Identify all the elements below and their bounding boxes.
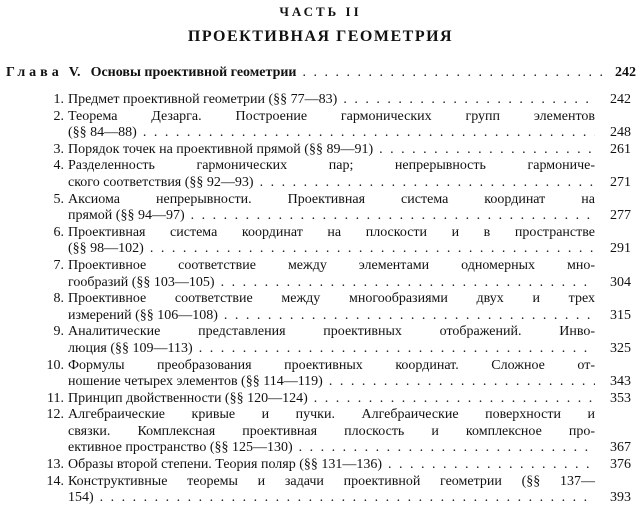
dot-leader [379, 142, 595, 159]
entry-title-last-line [68, 490, 595, 507]
entry-title-line: Проективное соответствие между элементами одномерных мно- [68, 257, 595, 273]
part-title: ПРОЕКТИВНАЯ ГЕОМЕТРИЯ [187, 28, 454, 45]
entry-number: 14. [46, 473, 64, 489]
entry-title-last-line [68, 391, 595, 408]
entry-title-last-line [68, 125, 595, 142]
entry-title-text: 154) [68, 490, 94, 506]
entry-title-text: Принцип двойственности (§§ 120—124) [68, 390, 308, 406]
entry-title-text: Порядок точек на проективной прямой (§§ 89—91) [68, 141, 374, 157]
entry-title-last-line [68, 92, 595, 109]
entry-page-number: 325 [610, 340, 631, 356]
entry-title-last-line [68, 374, 595, 391]
entry-number: 10. [46, 357, 64, 373]
toc-entry [0, 291, 641, 324]
entry-title-line: Проективная система координат на плоскости и в пространстве [68, 224, 595, 240]
entry-title-text: (§§ 98—102) [68, 241, 144, 257]
chapter-heading [6, 64, 636, 82]
entry-page-number: 353 [610, 390, 631, 406]
entry-title-line: Формулы преобразования проективных координат. Сложное от- [68, 357, 595, 373]
toc-entry [0, 192, 641, 225]
entry-title-line: связки. Комплексная проективная плоскость и комплексное про- [68, 423, 595, 439]
dot-leader [150, 241, 595, 258]
entry-title-text: прямой (§§ 94—97) [68, 208, 185, 224]
dot-leader [100, 490, 595, 507]
part-label: ЧАСТЬ II [279, 4, 362, 19]
entry-title-last-line [68, 341, 595, 358]
entry-number: 8. [53, 291, 64, 307]
entry-title-last-line [68, 308, 595, 325]
dot-leader [343, 92, 595, 109]
toc-entries [0, 92, 641, 507]
entry-title-last-line [68, 275, 595, 292]
entry-number: 1. [53, 92, 64, 107]
dot-leader [314, 391, 595, 408]
dot-leader [224, 308, 595, 325]
dot-leader [143, 125, 595, 142]
entry-page-number: 393 [610, 490, 631, 506]
chapter-page: 242 [615, 65, 636, 80]
toc-entry [0, 109, 641, 142]
entry-page-number: 367 [610, 440, 631, 456]
toc-entry [0, 391, 641, 408]
entry-title-text: ношение четырех элементов (§§ 114—119) [68, 374, 323, 390]
entry-title-last-line [68, 175, 595, 192]
entry-title-text: (§§ 84—88) [68, 125, 137, 141]
entry-title-last-line [68, 241, 595, 258]
toc-entry [0, 225, 641, 258]
toc-entry [0, 92, 641, 109]
dot-leader [302, 64, 607, 82]
dot-leader [299, 440, 595, 457]
entry-number: 9. [53, 324, 64, 340]
dot-leader [329, 374, 595, 391]
entry-number: 4. [53, 158, 64, 174]
dot-leader [388, 457, 595, 474]
toc-entry [0, 407, 641, 457]
entry-title-text: гообразий (§§ 103—105) [68, 274, 215, 290]
entry-title-text: измерений (§§ 106—108) [68, 307, 218, 323]
entry-title-last-line [68, 457, 595, 474]
entry-title-text: люция (§§ 109—113) [68, 340, 193, 356]
entry-page-number: 271 [610, 174, 631, 190]
dot-leader [221, 275, 595, 292]
entry-number: 3. [53, 141, 64, 157]
entry-number: 7. [53, 257, 64, 273]
entry-title-line: Проективное соответствие между многообразиями двух и трех [68, 291, 595, 307]
entry-title-line: Конструктивные теоремы и задачи проективной геометрии (§§ 137— [68, 473, 595, 489]
chapter-number: V. [68, 65, 81, 80]
toc-entry [0, 474, 641, 507]
toc-entry [0, 258, 641, 291]
entry-number: 6. [53, 224, 64, 240]
entry-page-number: 304 [610, 274, 631, 290]
dot-leader [260, 175, 595, 192]
entry-page-number: 261 [610, 141, 631, 157]
entry-number: 5. [53, 191, 64, 207]
chapter-title: Основы проективной геометрии [90, 65, 297, 80]
entry-page-number: 248 [610, 125, 631, 141]
entry-title-last-line [68, 208, 595, 225]
entry-title-line: Аналитические представления проективных отображений. Инво- [68, 324, 595, 340]
dot-leader [191, 208, 595, 225]
entry-title-text: Образы второй степени. Теория поляр (§§ 131—136) [68, 457, 383, 473]
entry-title-text: Предмет проективной геометрии (§§ 77—83) [68, 92, 338, 107]
entry-title-text: ского соответствия (§§ 92—93) [68, 174, 254, 190]
entry-page-number: 277 [610, 208, 631, 224]
entry-title-text: ективное пространство (§§ 125—130) [68, 440, 293, 456]
dot-leader [199, 341, 595, 358]
entry-number: 12. [46, 407, 64, 423]
entry-page-number: 291 [610, 241, 631, 257]
entry-title-line: Теорема Дезарга. Построение гармонических групп элементов [68, 108, 595, 124]
entry-title-line: Алгебраические кривые и пучки. Алгебраические поверхности и [68, 407, 595, 423]
toc-entry [0, 142, 641, 159]
entry-page-number: 315 [610, 307, 631, 323]
entry-number: 2. [53, 108, 64, 124]
entry-number: 13. [46, 457, 64, 473]
toc-entry [0, 457, 641, 474]
toc-entry [0, 158, 641, 191]
entry-title-line: Разделенность гармонических пар; непрерывность гармониче- [68, 158, 595, 174]
entry-page-number: 242 [610, 92, 631, 107]
entry-title-line: Аксиома непрерывности. Проективная система координат на [68, 191, 595, 207]
chapter-lead: Глава [6, 65, 63, 80]
entry-page-number: 376 [610, 457, 631, 473]
entry-title-last-line [68, 440, 595, 457]
toc-entry [0, 324, 641, 357]
entry-title-last-line [68, 142, 595, 159]
toc-entry [0, 358, 641, 391]
entry-page-number: 343 [610, 374, 631, 390]
entry-number: 11. [47, 390, 64, 406]
